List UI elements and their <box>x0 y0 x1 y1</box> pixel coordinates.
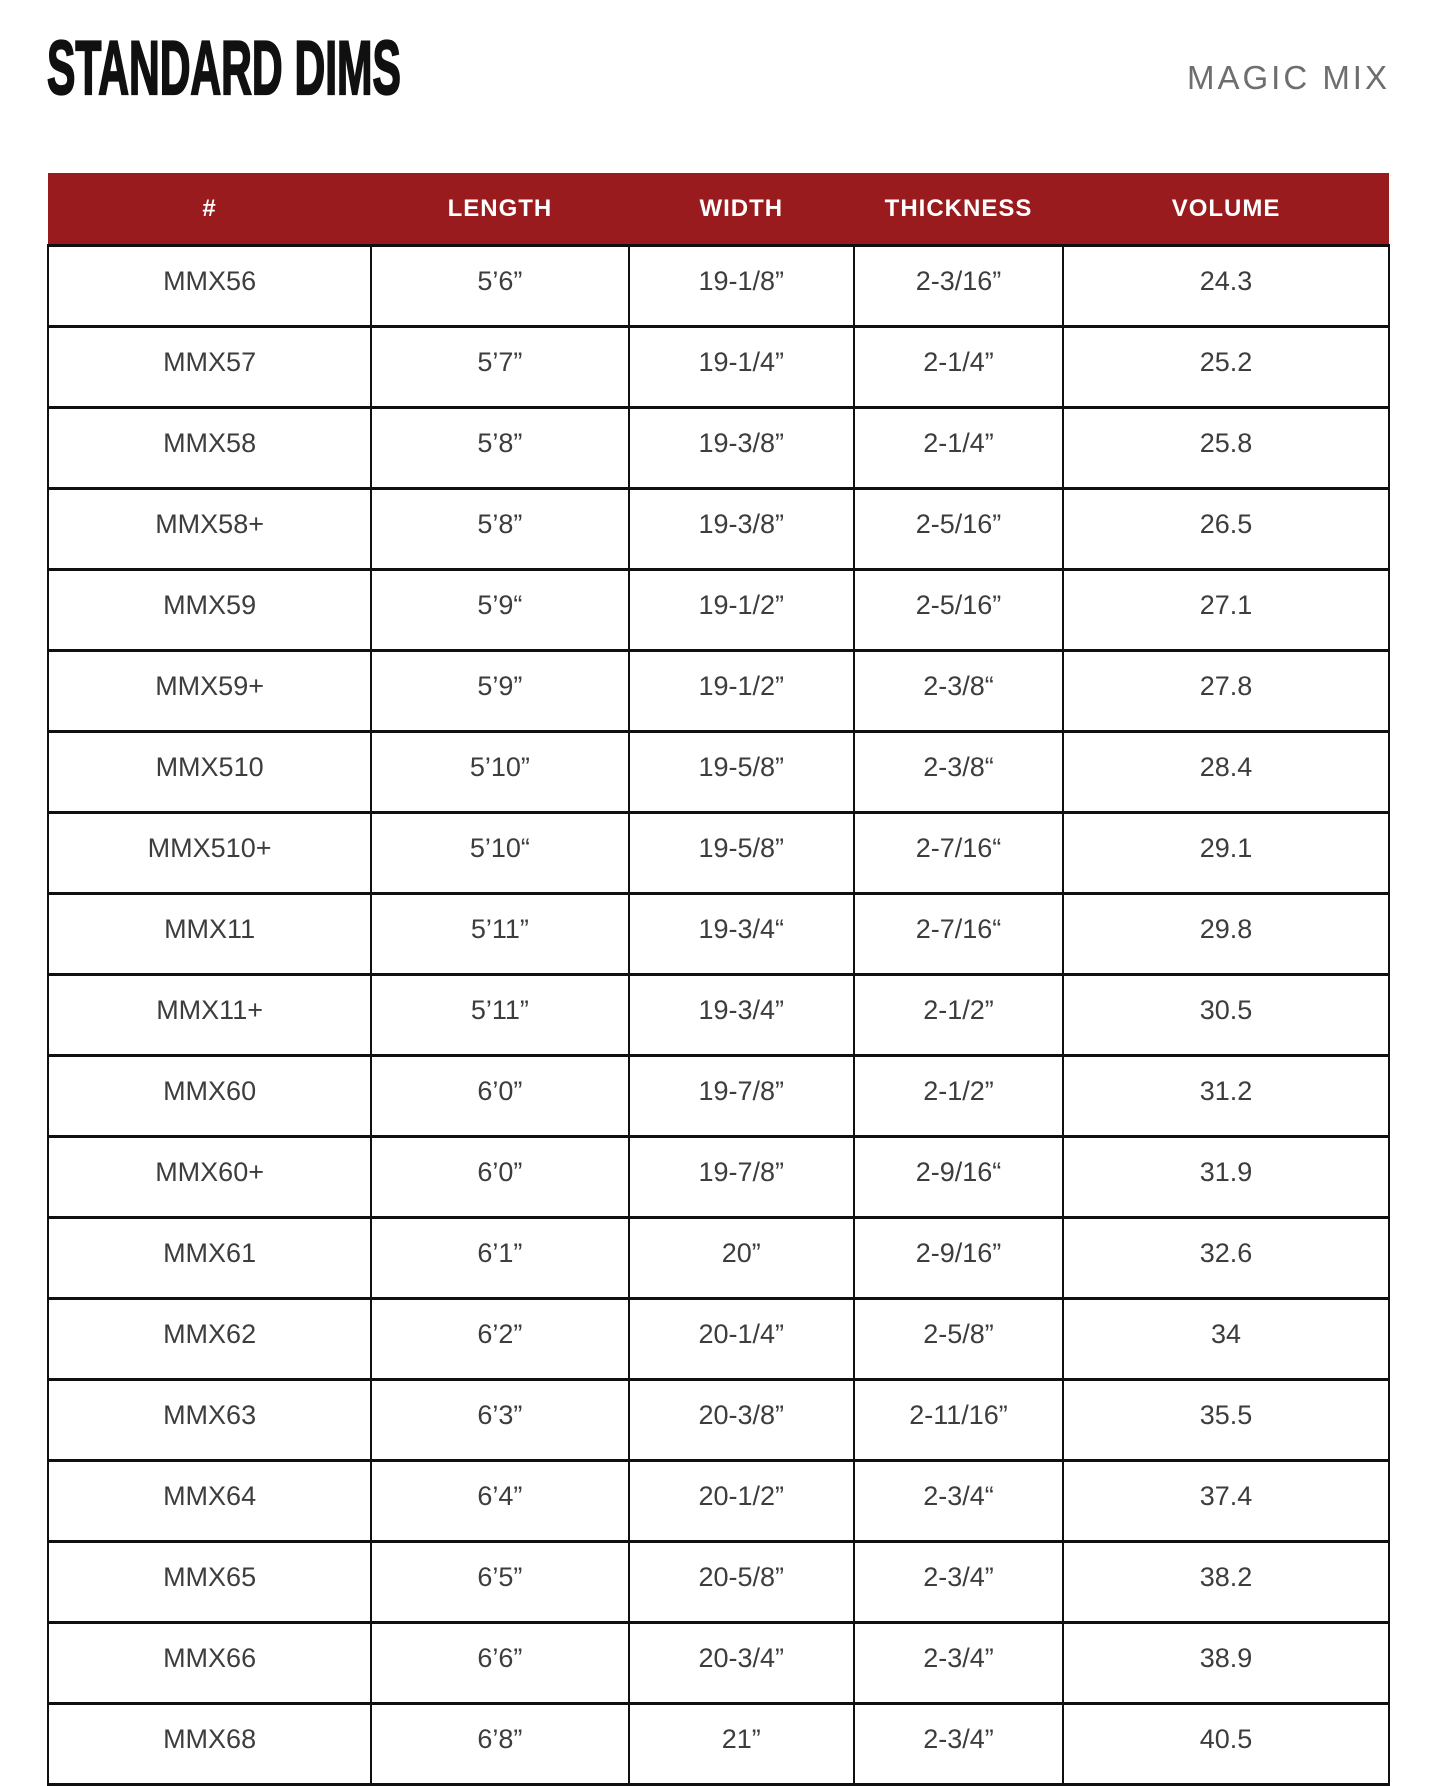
cell-thickness: 2-5/8” <box>854 1299 1063 1380</box>
cell-volume: 34 <box>1063 1299 1389 1380</box>
cell-width: 19-1/4” <box>629 327 854 408</box>
cell-width: 20-3/8” <box>629 1380 854 1461</box>
cell-number: MMX64 <box>48 1461 371 1542</box>
cell-number: MMX63 <box>48 1380 371 1461</box>
cell-width: 20-5/8” <box>629 1542 854 1623</box>
table-row <box>48 975 1389 1056</box>
cell-width: 19-3/4“ <box>629 894 854 975</box>
page-title: STANDARD DIMS <box>47 25 401 111</box>
table-row <box>48 651 1389 732</box>
cell-length: 5’7” <box>371 327 628 408</box>
cell-width: 19-3/4” <box>629 975 854 1056</box>
table-row <box>48 1542 1389 1623</box>
column-header-length: LENGTH <box>371 173 628 246</box>
cell-number: MMX57 <box>48 327 371 408</box>
cell-number: MMX11 <box>48 894 371 975</box>
table-row <box>48 1299 1389 1380</box>
cell-thickness: 2-3/4“ <box>854 1461 1063 1542</box>
header-bar <box>47 25 1390 111</box>
cell-width: 19-3/8” <box>629 489 854 570</box>
cell-length: 5’11” <box>371 894 628 975</box>
cell-number: MMX56 <box>48 246 371 327</box>
cell-number: MMX510+ <box>48 813 371 894</box>
cell-width: 19-5/8” <box>629 813 854 894</box>
cell-width: 19-1/2” <box>629 651 854 732</box>
cell-length: 6’1” <box>371 1218 628 1299</box>
cell-volume: 29.8 <box>1063 894 1389 975</box>
table-row <box>48 570 1389 651</box>
cell-thickness: 2-1/2” <box>854 1056 1063 1137</box>
cell-length: 5’9“ <box>371 570 628 651</box>
cell-thickness: 2-3/4” <box>854 1542 1063 1623</box>
cell-volume: 27.8 <box>1063 651 1389 732</box>
cell-volume: 32.6 <box>1063 1218 1389 1299</box>
cell-width: 19-5/8” <box>629 732 854 813</box>
cell-volume: 38.2 <box>1063 1542 1389 1623</box>
cell-number: MMX66 <box>48 1623 371 1704</box>
cell-width: 19-3/8” <box>629 408 854 489</box>
table-row <box>48 489 1389 570</box>
cell-length: 6’0” <box>371 1056 628 1137</box>
cell-width: 20-1/2” <box>629 1461 854 1542</box>
cell-width: 19-7/8” <box>629 1056 854 1137</box>
cell-length: 5’9” <box>371 651 628 732</box>
cell-length: 6’4” <box>371 1461 628 1542</box>
cell-volume: 38.9 <box>1063 1623 1389 1704</box>
table-row <box>48 1137 1389 1218</box>
cell-length: 5’10” <box>371 732 628 813</box>
table-row <box>48 408 1389 489</box>
cell-number: MMX59 <box>48 570 371 651</box>
cell-number: MMX58 <box>48 408 371 489</box>
cell-thickness: 2-11/16” <box>854 1380 1063 1461</box>
cell-volume: 28.4 <box>1063 732 1389 813</box>
cell-volume: 37.4 <box>1063 1461 1389 1542</box>
cell-thickness: 2-3/16” <box>854 246 1063 327</box>
table-row <box>48 1056 1389 1137</box>
table-row <box>48 1218 1389 1299</box>
cell-thickness: 2-3/8“ <box>854 732 1063 813</box>
cell-thickness: 2-7/16“ <box>854 813 1063 894</box>
cell-thickness: 2-5/16” <box>854 489 1063 570</box>
cell-volume: 30.5 <box>1063 975 1389 1056</box>
cell-length: 5’11” <box>371 975 628 1056</box>
cell-width: 20” <box>629 1218 854 1299</box>
table-row <box>48 1623 1389 1704</box>
cell-number: MMX60+ <box>48 1137 371 1218</box>
cell-width: 20-1/4” <box>629 1299 854 1380</box>
table-row <box>48 1461 1389 1542</box>
cell-thickness: 2-9/16” <box>854 1218 1063 1299</box>
column-header-width: WIDTH <box>629 173 854 246</box>
table-row <box>48 327 1389 408</box>
cell-number: MMX11+ <box>48 975 371 1056</box>
cell-thickness: 2-3/4” <box>854 1704 1063 1785</box>
brand-label: MAGIC MIX <box>1186 59 1390 96</box>
cell-volume: 31.2 <box>1063 1056 1389 1137</box>
cell-thickness: 2-1/4” <box>854 327 1063 408</box>
cell-length: 6’0” <box>371 1137 628 1218</box>
cell-length: 6’8” <box>371 1704 628 1785</box>
table-row <box>48 1704 1389 1785</box>
page <box>0 25 1445 1786</box>
table-header-row <box>48 173 1389 246</box>
cell-thickness: 2-3/8“ <box>854 651 1063 732</box>
cell-width: 19-7/8” <box>629 1137 854 1218</box>
cell-number: MMX65 <box>48 1542 371 1623</box>
cell-width: 21” <box>629 1704 854 1785</box>
cell-volume: 31.9 <box>1063 1137 1389 1218</box>
cell-length: 5’8” <box>371 489 628 570</box>
column-header-thickness: THICKNESS <box>854 173 1063 246</box>
cell-length: 6’2” <box>371 1299 628 1380</box>
table-row <box>48 246 1389 327</box>
cell-number: MMX61 <box>48 1218 371 1299</box>
cell-volume: 25.8 <box>1063 408 1389 489</box>
dims-table <box>47 173 1390 1786</box>
cell-length: 6’5” <box>371 1542 628 1623</box>
table-row <box>48 1380 1389 1461</box>
cell-width: 19-1/2” <box>629 570 854 651</box>
cell-number: MMX59+ <box>48 651 371 732</box>
cell-number: MMX62 <box>48 1299 371 1380</box>
column-header-number: # <box>48 173 371 246</box>
cell-number: MMX60 <box>48 1056 371 1137</box>
cell-thickness: 2-1/2” <box>854 975 1063 1056</box>
cell-thickness: 2-9/16“ <box>854 1137 1063 1218</box>
cell-width: 19-1/8” <box>629 246 854 327</box>
cell-thickness: 2-7/16“ <box>854 894 1063 975</box>
cell-length: 5’10“ <box>371 813 628 894</box>
column-header-volume: VOLUME <box>1063 173 1389 246</box>
table-row <box>48 894 1389 975</box>
cell-thickness: 2-1/4” <box>854 408 1063 489</box>
cell-volume: 35.5 <box>1063 1380 1389 1461</box>
cell-volume: 25.2 <box>1063 327 1389 408</box>
cell-length: 5’6” <box>371 246 628 327</box>
cell-thickness: 2-5/16” <box>854 570 1063 651</box>
cell-number: MMX68 <box>48 1704 371 1785</box>
cell-length: 5’8” <box>371 408 628 489</box>
table-header <box>48 173 1389 246</box>
cell-length: 6’3” <box>371 1380 628 1461</box>
cell-volume: 40.5 <box>1063 1704 1389 1785</box>
cell-volume: 24.3 <box>1063 246 1389 327</box>
table-row <box>48 732 1389 813</box>
table-body <box>48 246 1389 1785</box>
table-row <box>48 813 1389 894</box>
cell-length: 6’6” <box>371 1623 628 1704</box>
cell-volume: 27.1 <box>1063 570 1389 651</box>
cell-number: MMX510 <box>48 732 371 813</box>
cell-number: MMX58+ <box>48 489 371 570</box>
cell-width: 20-3/4” <box>629 1623 854 1704</box>
cell-thickness: 2-3/4” <box>854 1623 1063 1704</box>
cell-volume: 26.5 <box>1063 489 1389 570</box>
cell-volume: 29.1 <box>1063 813 1389 894</box>
